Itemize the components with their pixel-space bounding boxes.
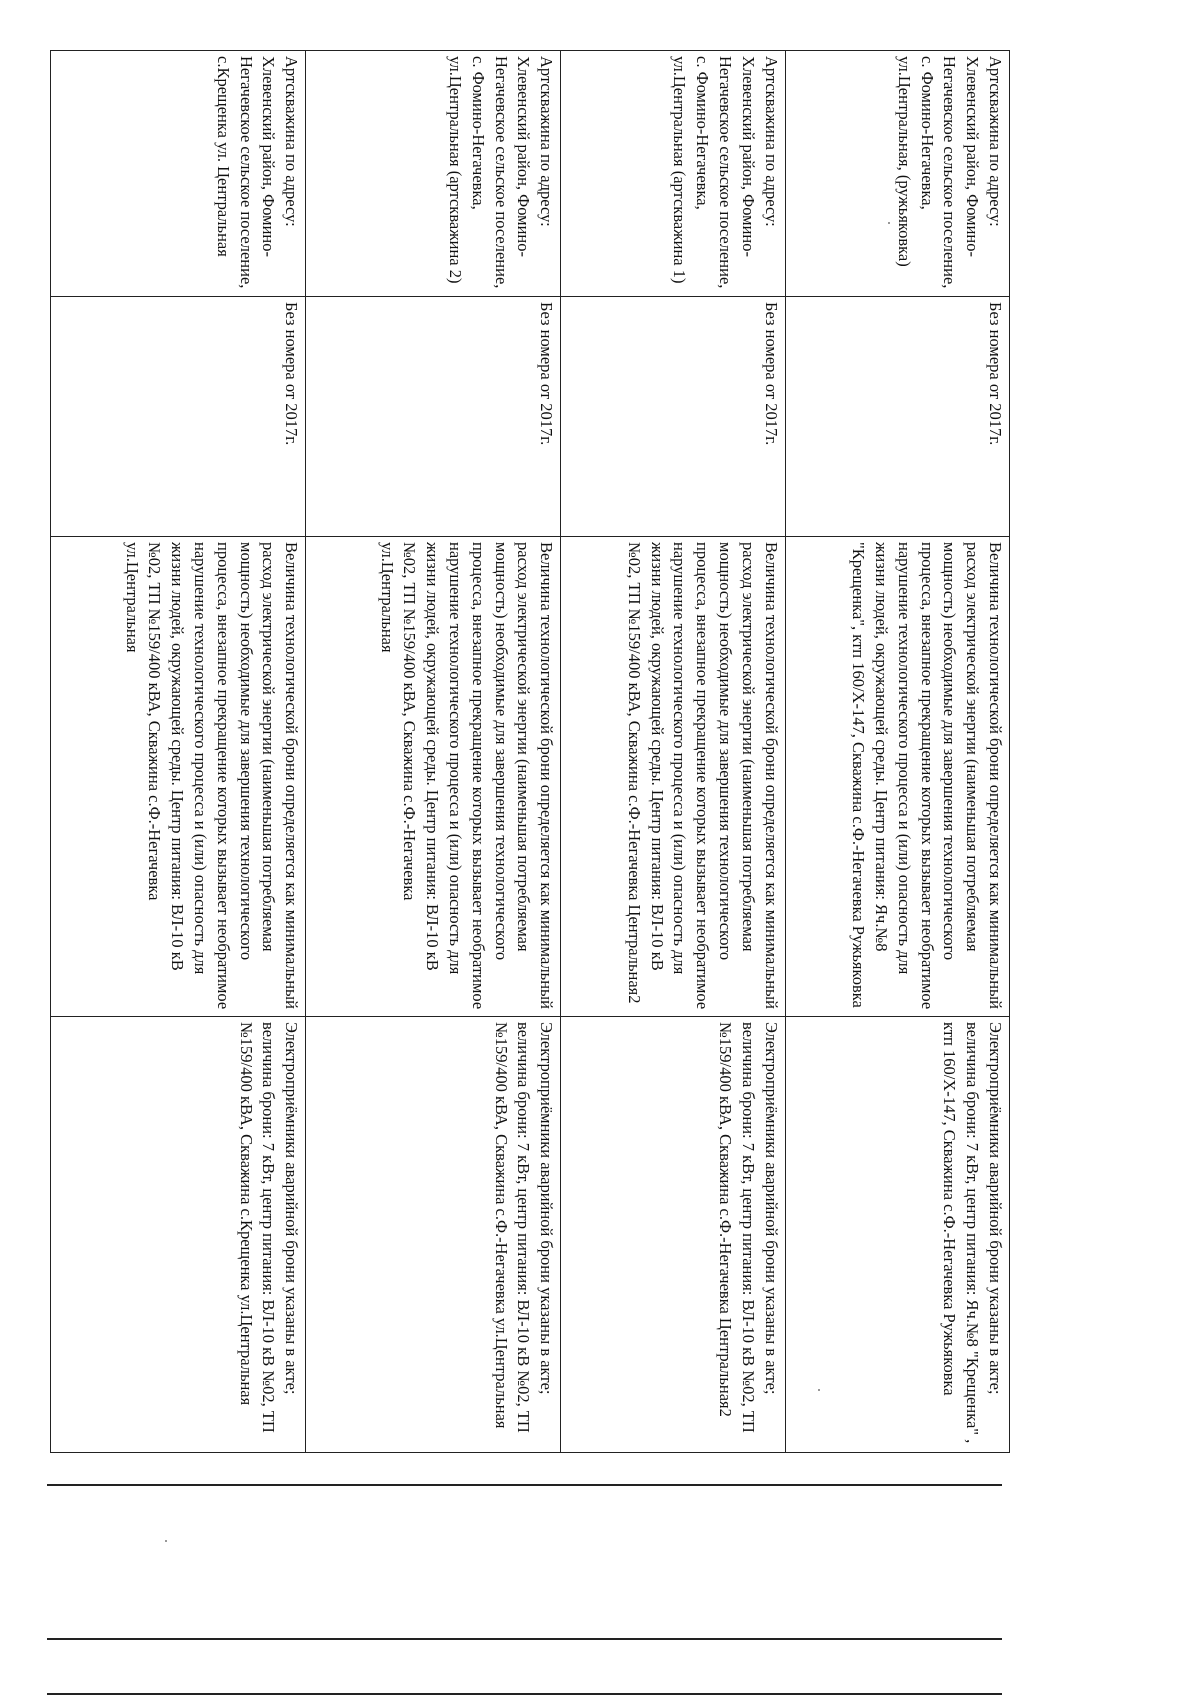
act-number-cell: Без номера от 2017г. bbox=[306, 297, 561, 537]
table-row bbox=[561, 51, 785, 1453]
act-number-cell: Без номера от 2017г. bbox=[561, 297, 785, 537]
technological-reserve-cell: Величина технологической брони определяется как минимальный расход электрической энергии (наименьшая потребляемая мощность) необходимые для завершения технологического процесса, внезапное прекращение которых вызывает необратимое нарушение технологического процесса и (или) опасность для жизни людей, окружающей среды. Центр питания: ВЛ-10 кВ №02, ТП №159/400 кВА, Скважина с.Ф.-Негачевка ул.Центральная bbox=[306, 537, 561, 1017]
signature-line bbox=[47, 1693, 1002, 1695]
object-address-cell: Артскважина по адресу: Хлевенский район, Фомино-Негачевское сельское поселение, с. Фомино-Негачевка, ул.Центральная, (ружьяковка) bbox=[785, 51, 1009, 297]
table-row bbox=[306, 51, 561, 1453]
act-number-cell: Без номера от 2017г. bbox=[785, 297, 1009, 537]
emergency-reserve-cell: Электроприёмники аварийной брони указаны в акте; величина брони: 7 кВт, центр питания: ВЛ-10 кВ №02, ТП №159/400 кВА, Скважина с.Ф.-Негачевка Центральная2 bbox=[561, 1017, 785, 1453]
table-row bbox=[785, 51, 1009, 1453]
object-address-cell: Артскважина по адресу: Хлевенский район, Фомино-Негачевское сельское поселение, с.Крещенка ул. Центральная bbox=[51, 51, 306, 297]
emergency-reserve-table bbox=[50, 50, 1010, 1453]
emergency-reserve-cell: Электроприёмники аварийной брони указаны в акте; величина брони: 7 кВт, центр питания: ВЛ-10 кВ №02, ТП №159/400 кВА, Скважина с.Крещенка ул.Центральная bbox=[51, 1017, 306, 1453]
scan-speck bbox=[165, 1540, 167, 1542]
signature-line bbox=[47, 1484, 1002, 1486]
object-address-cell: Артскважина по адресу: Хлевенский район, Фомино-Негачевское сельское поселение, с. Фомино-Негачевка, ул.Центральная (артскважина 2) bbox=[306, 51, 561, 297]
table-row bbox=[51, 51, 306, 1453]
technological-reserve-cell: Величина технологической брони определяется как минимальный расход электрической энергии (наименьшая потребляемая мощность) необходимые для завершения технологического процесса, внезапное прекращение которых вызывает необратимое нарушение технологического процесса и (или) опасность для жизни людей, окружающей среды. Центр питания: ВЛ-10 кВ №02, ТП №159/400 кВА, Скважина с.Ф.-Негачевка ул.Центральная bbox=[51, 537, 306, 1017]
technological-reserve-cell: Величина технологической брони определяется как минимальный расход электрической энергии (наименьшая потребляемая мощность) необходимые для завершения технологического процесса, внезапное прекращение которых вызывает необратимое нарушение технологического процесса и (или) опасность для жизни людей, окружающей среды. Центр питания: Яч.№8 "Крещенка", ктп 160/Х-147, Скважина с.Ф.-Негачевка Ружьяковка bbox=[785, 537, 1009, 1017]
act-number-cell: Без номера от 2017г. bbox=[51, 297, 306, 537]
object-address-cell: Артскважина по адресу: Хлевенский район, Фомино-Негачевское сельское поселение, с. Фомино-Негачевка, ул.Центральная (артскважина 1) bbox=[561, 51, 785, 297]
rotated-table-container bbox=[50, 50, 1010, 1452]
emergency-reserve-cell: Электроприёмники аварийной брони указаны в акте; величина брони: 7 кВт, центр питания: Яч.№8 "Крещенка" , ктп 160/Х-147, Скважина с.Ф.-Негачевка Ружьяковка bbox=[785, 1017, 1009, 1453]
scan-speck bbox=[888, 222, 890, 224]
scan-speck bbox=[818, 1389, 820, 1391]
emergency-reserve-cell: Электроприёмники аварийной брони указаны в акте; величина брони: 7 кВт, центр питания: ВЛ-10 кВ №02, ТП №159/400 кВА, Скважина с.Ф.-Негачевка ул.Центральная bbox=[306, 1017, 561, 1453]
technological-reserve-cell: Величина технологической брони определяется как минимальный расход электрической энергии (наименьшая потребляемая мощность) необходимые для завершения технологического процесса, внезапное прекращение которых вызывает необратимое нарушение технологического процесса и (или) опасность для жизни людей, окружающей среды. Центр питания: ВЛ-10 кВ №02, ТП №159/400 кВА, Скважина с.Ф.-Негачевка Центральная2 bbox=[561, 537, 785, 1017]
signature-line bbox=[47, 1638, 1002, 1640]
